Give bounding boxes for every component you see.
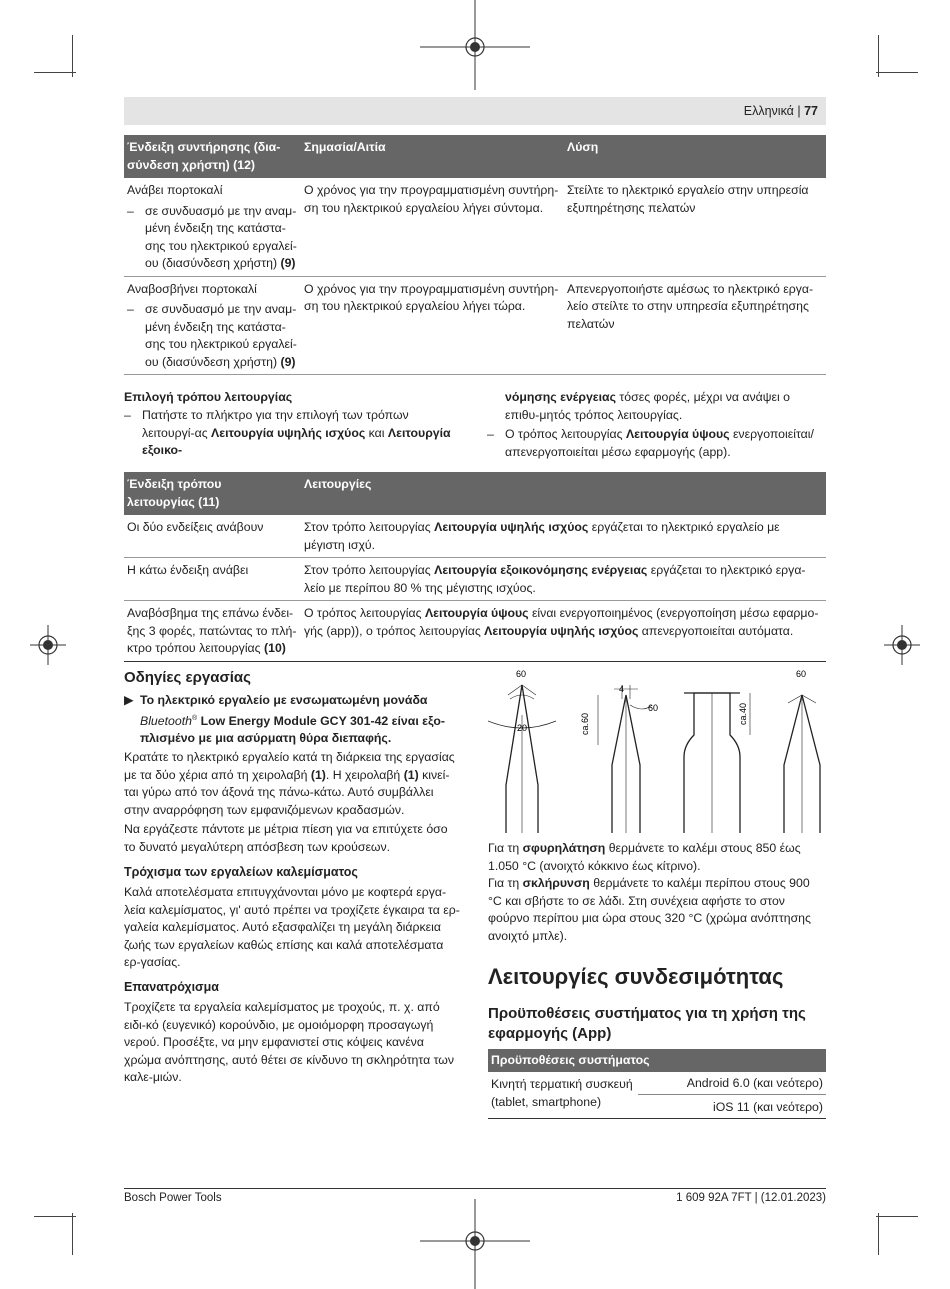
- angle-label: 60: [648, 703, 659, 713]
- pressure-paragraph: Να εργάζεστε πάντοτε με μέτρια πίεση για να επιτύχετε όσο το δυνατό μεγαλύτερη απόσβεση των κρούσεων.: [124, 822, 448, 854]
- function-cell: Ο τρόπος λειτουργίας Λειτουργία ύψους είναι ενεργοποιημένος (ενεργοποίηση μέσω εφαρμο-γής (app)), ο τρόπος λειτουργίας Λειτουργία υψηλής ισχύος απενεργοποιείται αυτόματα.: [301, 601, 826, 662]
- registration-mark-right-icon: [884, 625, 920, 665]
- angle-label: 20: [517, 723, 528, 733]
- table-row: [124, 178, 826, 276]
- meaning-cell: Ο χρόνος για την προγραμματισμένη συντήρη-ση του ηλεκτρικού εργαλείου λήγει τώρα.: [301, 276, 564, 375]
- indicator-state: Ανάβει πορτοκαλί: [127, 183, 223, 197]
- handling-paragraph: Κρατάτε το ηλεκτρικό εργαλείο κατά τη διάρκεια της εργασίας με τα δύο χέρια από τη χειρολαβή (1). Η χειρολαβή (1) κινεί-ται γύρω από τον άξονά της πάνω-κάτω. Αυτό συμβάλλει στην αναρρόφηση των εμφανιζόμενων κραδασμών.: [124, 750, 455, 817]
- warning-note: ▶ Το ηλεκτρικό εργαλείο με ενσωματωμένη μονάδα Bluetooth® Low Energy Module GCY 301-42 είναι εξο-πλισμένο με μια ασύρματη θύρα διεπαφής.: [124, 692, 460, 748]
- column-header: Λύση: [564, 135, 826, 178]
- chisel-sharpening-diagram: [488, 665, 826, 837]
- indicator-cell: Οι δύο ενδείξεις ανάβουν: [124, 515, 301, 558]
- mode-table: [124, 472, 826, 662]
- indicator-detail: – σε συνδυασμό με την αναμ-μένη ένδειξη της κατάστα-σης του ηλεκτρικού εργαλεί-ου (διασύνδεση χρήστη) (9): [127, 203, 297, 270]
- regrinding-paragraph: Τροχίζετε τα εργαλεία καλεμίσματος με τροχούς, π. χ. από ειδι-κό (ευγενικό) κορούνδιο, με ομοιόμορφη προσαγωγή νερού. Προσέξτε, να μην εμφανιστεί στις κόψεις κανένα χρώμα ανόπτησης, αυτό θέτει σε κίνδυνο τη σκληρότητα των καλε-μιών.: [124, 1000, 455, 1084]
- indicator-cell: Η κάτω ένδειξη ανάβει: [124, 558, 301, 601]
- mode-selection-item-1-cont: νόμησης ενέργειας τόσες φορές, μέχρι να ανάψει ο επιθυ-μητός τρόπος λειτουργίας.: [505, 390, 791, 422]
- sharpening-title: Τρόχισμα των εργαλείων καλεμίσματος: [124, 865, 358, 879]
- triangle-bullet-icon: ▶: [124, 693, 134, 707]
- column-header: Ένδειξη τρόπου λειτουργίας (11): [124, 472, 301, 515]
- crop-mark: [878, 35, 879, 77]
- registration-mark-left-icon: [30, 625, 66, 665]
- maintenance-table: [124, 135, 826, 375]
- table-header-row: [124, 135, 826, 178]
- ios-requirement: iOS 11 (και νεότερο): [712, 1100, 823, 1114]
- crop-mark: [34, 1216, 76, 1217]
- mode-selection-item-2: – Ο τρόπος λειτουργίας Λειτουργία ύψους ενεργοποιείται/ απενεργοποιείται μέσω εφαρμογής (app).: [487, 427, 814, 459]
- table-header-row: [124, 472, 826, 515]
- mode-selection-title: Επιλογή τρόπου λειτουργίας: [124, 390, 293, 404]
- length-label: ca.40: [738, 702, 748, 725]
- sharpening-paragraph: Καλά αποτελέσματα επιτυγχάνονται μόνο με κοφτερά εργα-λεία καλεμίσματος, γι' αυτό πρέπει να τροχίζετε έγκαιρα τα ερ-γαλεία καλεμίσματος. Αυτό εξασφαλίζει τη μεγάλη διάρκεια ζωής των εργαλείων καθώς επίσης και καλά αποτελέσματα ερ-γασίας.: [124, 885, 460, 969]
- angle-label: 60: [796, 669, 807, 679]
- registration-mark-bottom-icon: [420, 1194, 530, 1289]
- crop-mark: [72, 1213, 73, 1255]
- solution-cell: Στείλτε το ηλεκτρικό εργαλείο στην υπηρεσία εξυπηρέτησης πελατών: [564, 178, 826, 276]
- meaning-cell: Ο χρόνος για την προγραμματισμένη συντήρη-ση του ηλεκτρικού εργαλείου λήγει σύντομα.: [301, 178, 564, 276]
- column-header: Λειτουργίες: [301, 472, 826, 515]
- forging-paragraph: Για τη σφυρηλάτηση θερμάνετε το καλέμι στους 850 έως 1.050 °C (ανοιχτό κόκκινο έως κίτρινο). Για τη σκλήρυνση θερμάνετε το καλέμι περίπου στους 900 °C και σβήστε το σε λάδι. Στη συνέχεια αφήστε το στον φούρνο περίπου μια ώρα στους 320 °C (χρώμα ανόπτησης ανοιχτό μπλε).: [488, 841, 811, 943]
- page-header: [124, 97, 826, 125]
- table-row: [124, 558, 826, 601]
- footer-rule: [124, 1188, 826, 1189]
- crop-mark: [34, 72, 76, 73]
- angle-label: 60: [516, 669, 527, 679]
- function-cell: Στον τρόπο λειτουργίας Λειτουργία εξοικονόμησης ενέργειας εργάζεται το ηλεκτρικό εργα-λείο με περίπου 80 % της μέγιστης ισχύος.: [301, 558, 826, 601]
- indicator-detail: – σε συνδυασμό με την αναμ-μένη ένδειξη της κατάστα-σης του ηλεκτρικού εργαλεί-ου (διασύνδεση χρήστη) (9): [127, 302, 297, 369]
- work-instructions-title: Οδηγίες εργασίας: [124, 669, 251, 686]
- footer-left: Bosch Power Tools: [124, 1192, 222, 1204]
- registration-mark-top-icon: [420, 0, 530, 95]
- connectivity-title: Λειτουργίες συνδεσιμότητας: [488, 964, 784, 989]
- footer-right: 1 609 92A 7FT | (12.01.2023): [676, 1192, 826, 1204]
- function-cell: Στον τρόπο λειτουργίας Λειτουργία υψηλής ισχύος εργάζεται το ηλεκτρικό εργαλείο με μέγιστη ισχύ.: [301, 515, 826, 558]
- length-label: ca.60: [580, 712, 590, 735]
- mode-selection-item-1: – Πατήστε το πλήκτρο για την επιλογή των τρόπων λειτουργί-ας Λειτουργία υψηλής ισχύος και Λειτουργία εξοικο-: [124, 408, 451, 457]
- width-label: 4: [619, 684, 625, 694]
- crop-mark: [878, 1213, 879, 1255]
- page-label: Ελληνικά | 77: [743, 104, 818, 118]
- table-row: [124, 515, 826, 558]
- regrinding-title: Επανατρόχισμα: [124, 980, 219, 994]
- system-requirements-title: Προϋποθέσεις συστήματος για τη χρήση της εφαρμογής (App): [488, 1005, 806, 1042]
- table-bottom-rule: [488, 1118, 826, 1119]
- indicator-state: Αναβοσβήνει πορτοκαλί: [127, 281, 257, 296]
- language-label: Ελληνικά: [743, 104, 794, 118]
- crop-mark: [72, 35, 73, 77]
- column-header: Ένδειξη συντήρησης (δια- σύνδεση χρήστη) (12): [124, 135, 301, 178]
- indicator-cell: Αναβόσβημα της επάνω ένδει-ξης 3 φορές, πατώντας το πλή-κτρο τρόπου λειτουργίας (10): [124, 601, 301, 662]
- column-header: Προϋποθέσεις συστήματος: [488, 1049, 826, 1072]
- solution-cell: Απενεργοποιήστε αμέσως το ηλεκτρικό εργα-λείο στείλτε το στην υπηρεσία εξυπηρέτησης πελατών: [564, 276, 826, 375]
- table-row: [124, 601, 826, 662]
- table-row: [124, 276, 826, 375]
- android-requirement: Android 6.0 (και νεότερο): [686, 1076, 823, 1090]
- column-header: Σημασία/Αιτία: [301, 135, 564, 178]
- row-divider: [638, 1094, 826, 1095]
- crop-mark: [876, 1216, 918, 1217]
- device-label: Κινητή τερματική συσκευή (tablet, smartphone): [491, 1077, 633, 1109]
- page-number: 77: [804, 104, 818, 118]
- system-requirements-table: [488, 1049, 826, 1114]
- crop-mark: [876, 72, 918, 73]
